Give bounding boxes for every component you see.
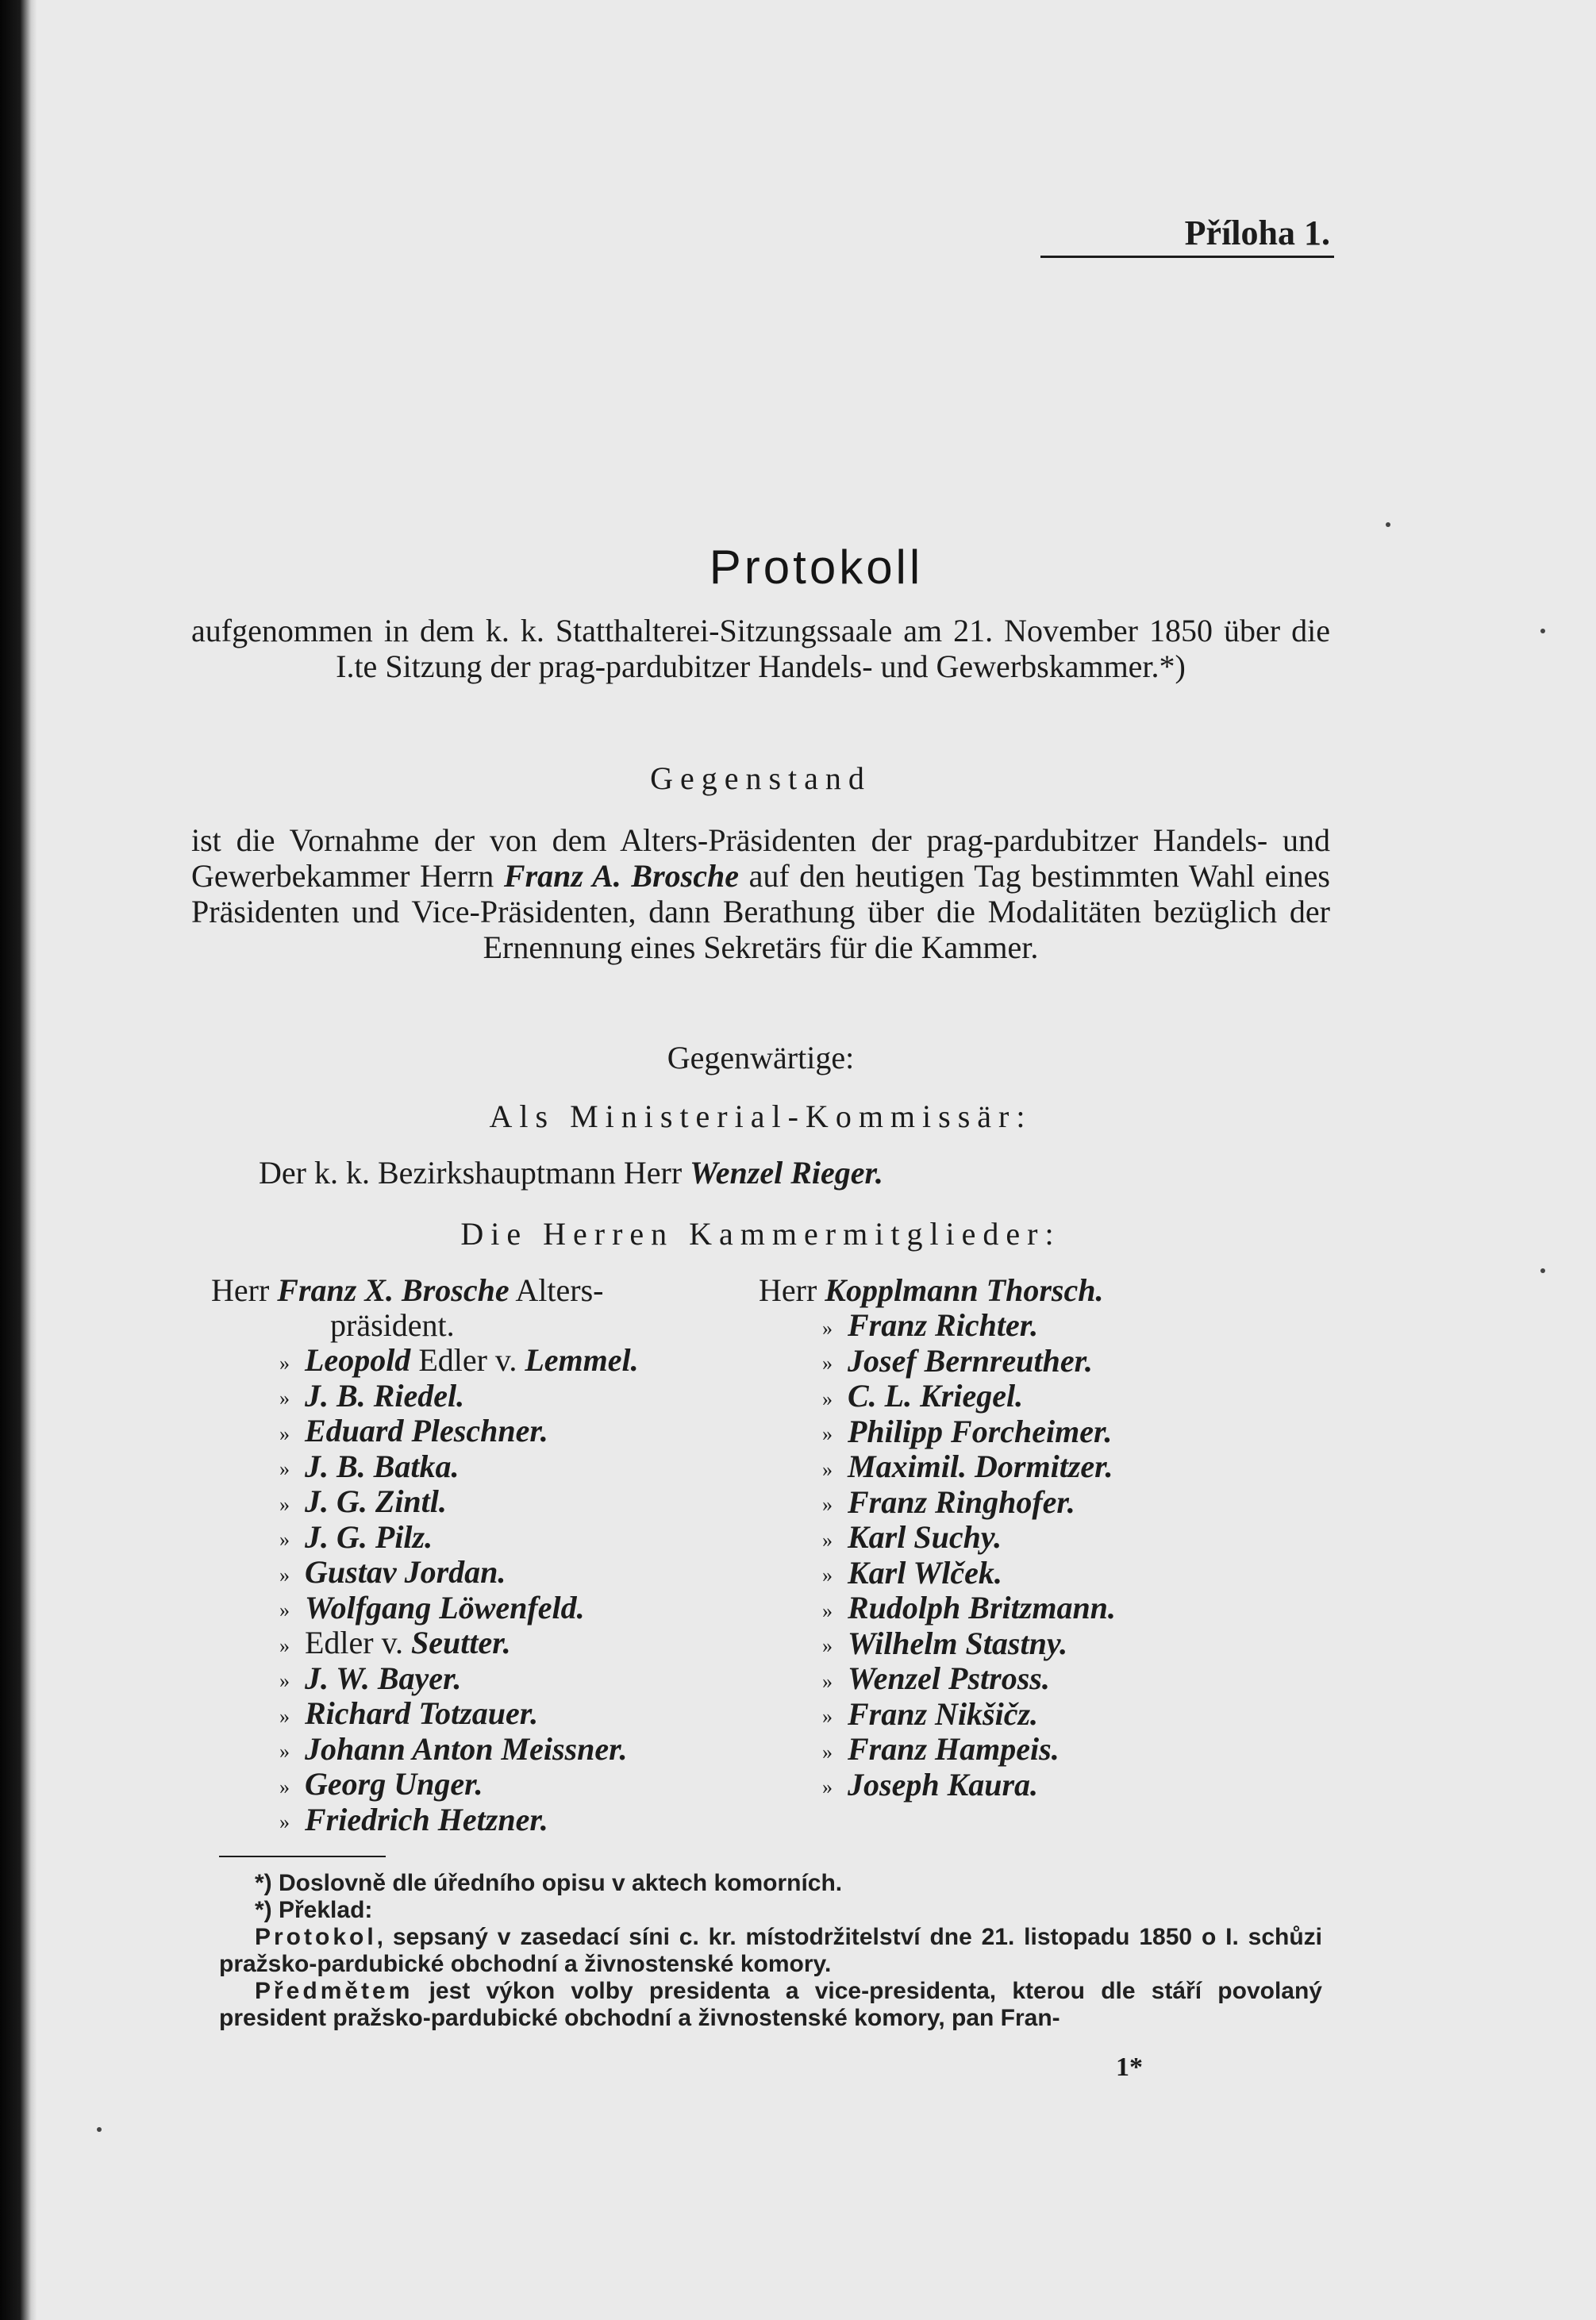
ditto-mark: »: [279, 1704, 290, 1728]
member-name-part: Leopold: [305, 1342, 411, 1378]
left-member-row: [279, 1696, 538, 1734]
ditto-mark: »: [822, 1669, 833, 1693]
member-name: Joseph Kaura.: [848, 1766, 1039, 1803]
right-member-row: [822, 1379, 1023, 1417]
member-name: Josef Bernreuther.: [848, 1342, 1093, 1379]
right-member-row: [822, 1414, 1112, 1452]
member-plain-part: Edler v.: [410, 1342, 525, 1378]
ditto-mark: »: [279, 1669, 290, 1693]
footnote-para-2: [219, 1978, 1322, 2032]
ditto-mark: »: [279, 1810, 290, 1834]
ditto-mark: »: [822, 1493, 833, 1517]
ditto-mark: »: [279, 1599, 290, 1622]
footnote-para-2-lead: Předmětem: [255, 1978, 413, 2004]
left-member-row: [279, 1520, 433, 1558]
right-member-first: [759, 1273, 1104, 1308]
right-member-row: [822, 1344, 1093, 1382]
footnote-2: *) Překlad:: [255, 1897, 373, 1923]
left-first-name: Franz X. Brosche: [277, 1272, 510, 1308]
member-name-part: Gustav Jordan.: [305, 1554, 506, 1590]
member-name-part: J. B. Riedel.: [305, 1377, 465, 1414]
ditto-mark: »: [279, 1492, 290, 1516]
ditto-mark: »: [279, 1633, 290, 1657]
ditto-mark: »: [279, 1387, 290, 1410]
right-member-row: [822, 1661, 1050, 1699]
commissioner-line: [259, 1156, 883, 1191]
footnote-para-1: [219, 1924, 1322, 1978]
ditto-mark: »: [822, 1528, 833, 1552]
member-name: Karl Suchy.: [848, 1519, 1002, 1555]
left-member-row: [279, 1803, 548, 1841]
left-member-row: [279, 1343, 639, 1381]
left-first-prefix: Herr: [211, 1272, 270, 1308]
member-name-part: Friedrich Hetzner.: [305, 1801, 548, 1837]
ditto-mark: »: [822, 1457, 833, 1481]
left-member-row: [279, 1484, 447, 1522]
member-name-part: J. B. Batka.: [305, 1448, 460, 1484]
ditto-mark: »: [279, 1422, 290, 1445]
document-page: [37, 0, 1596, 2320]
member-name-part: Seutter.: [411, 1625, 511, 1660]
ditto-mark: »: [822, 1634, 833, 1658]
member-name-part: Richard Totzauer.: [305, 1695, 539, 1731]
paper-speck: [97, 2127, 102, 2132]
left-member-row: [279, 1379, 464, 1417]
member-name-part: Wolfgang Löwenfeld.: [305, 1589, 585, 1626]
right-member-row: [822, 1626, 1067, 1664]
member-name-part: Eduard Pleschner.: [305, 1413, 548, 1449]
footnote-para-1-lead: Protokol: [255, 1924, 377, 1950]
ditto-mark: »: [279, 1740, 290, 1764]
left-member-row: [279, 1661, 461, 1699]
right-member-row: [822, 1697, 1038, 1735]
ditto-mark: »: [279, 1351, 290, 1375]
left-member-row: [279, 1414, 548, 1452]
right-member-row: [822, 1520, 1002, 1558]
subject-text-before: ist die Vornahme der von dem Alters-Präsidenten der prag-pardubitzer Handels- und Gewerbekammer Herrn: [191, 822, 1330, 894]
footnote-para-2-text: jest výkon volby presidenta a vice-presidenta, kterou dle stáří povolaný president pražsko-pardubické obchodní a živnostenské komory, pan Fran-: [219, 1978, 1322, 2031]
member-name: C. L. Kriegel.: [848, 1378, 1024, 1414]
left-member-row: [279, 1555, 506, 1593]
left-member-row: [279, 1449, 459, 1487]
ditto-mark: »: [279, 1528, 290, 1552]
ditto-mark: »: [822, 1599, 833, 1622]
ditto-mark: »: [822, 1776, 833, 1799]
member-name: Rudolph Britzmann.: [848, 1590, 1116, 1626]
left-member-first: [211, 1273, 603, 1308]
member-name: Franz Hampeis.: [848, 1731, 1060, 1767]
member-name: Franz Richter.: [848, 1307, 1039, 1343]
left-first-suffix: Alters-: [515, 1272, 604, 1308]
ditto-mark: »: [822, 1422, 833, 1446]
right-member-row: [822, 1768, 1038, 1806]
member-name-part: Lemmel.: [525, 1342, 639, 1378]
member-name: Franz Nikšičz.: [848, 1695, 1039, 1732]
right-first-name: Kopplmann Thorsch.: [825, 1272, 1104, 1308]
left-member-row: [279, 1767, 483, 1805]
attachment-label: Příloha 1.: [1184, 214, 1330, 252]
commissioner-prefix: Der k. k. Bezirkshauptmann Herr: [259, 1155, 690, 1191]
member-name: Karl Wlček.: [848, 1554, 1002, 1591]
footnote-para-1-text: , sepsaný v zasedací síni c. kr. místodržitelství dne 21. listopadu 1850 o I. schůzi pražsko-pardubické obchodní a živnostenské komory.: [219, 1924, 1322, 1977]
member-name-part: Johann Anton Meissner.: [305, 1730, 628, 1767]
intro-paragraph: aufgenommen in dem k. k. Statthalterei-Sitzungssaale am 21. November 1850 über die I.te Sitzung der prag-pardubitzer Handels- und Gewerbskammer.*): [191, 613, 1330, 684]
ditto-mark: »: [822, 1740, 833, 1764]
ditto-mark: »: [822, 1316, 833, 1340]
member-name: Wilhelm Stastny.: [848, 1625, 1068, 1661]
commissioner-heading: Als Ministerial-Kommissär:: [489, 1098, 1033, 1134]
footnote-1: *) Doslovně dle úředního opisu v aktech komorních.: [255, 1870, 843, 1896]
member-name: Franz Ringhofer.: [848, 1483, 1075, 1520]
right-member-row: [822, 1485, 1075, 1523]
left-member-row: [279, 1626, 511, 1664]
member-name-part: J. G. Pilz.: [305, 1518, 433, 1555]
page-title: Protokoll: [709, 541, 924, 594]
member-name-part: J. G. Zintl.: [305, 1483, 447, 1519]
member-name: Philipp Forcheimer.: [848, 1413, 1113, 1449]
member-name-part: J. W. Bayer.: [305, 1660, 462, 1696]
left-member-row: [279, 1732, 627, 1770]
right-member-row: [822, 1556, 1002, 1594]
paper-speck: [1540, 629, 1545, 633]
subject-text-after: auf den heutigen Tag bestimmten Wahl eines Präsidenten und Vice-Präsidenten, dann Berathung über die Modalitäten bezüglich der Ernennung eines Sekretärs für die Kammer.: [191, 858, 1330, 965]
right-member-row: [822, 1449, 1113, 1487]
ditto-mark: »: [822, 1564, 833, 1587]
ditto-mark: »: [822, 1705, 833, 1729]
member-name: Wenzel Pstross.: [848, 1660, 1050, 1696]
present-heading: Gegenwärtige:: [667, 1040, 855, 1075]
right-first-prefix: Herr: [759, 1272, 817, 1308]
ditto-mark: »: [279, 1457, 290, 1481]
right-member-row: [822, 1308, 1038, 1346]
ditto-mark: »: [279, 1775, 290, 1799]
attachment-underline: [1040, 256, 1334, 258]
member-name-part: Georg Unger.: [305, 1766, 483, 1802]
commissioner-name: Wenzel Rieger.: [690, 1155, 883, 1191]
ditto-mark: »: [279, 1563, 290, 1587]
left-member-row: [279, 1591, 585, 1629]
ditto-mark: »: [822, 1352, 833, 1375]
members-heading: Die Herren Kammermitglieder:: [460, 1216, 1061, 1252]
member-name: Maximil. Dormitzer.: [848, 1449, 1113, 1484]
paper-speck: [1540, 1268, 1545, 1273]
book-spine: [0, 0, 37, 2320]
subject-heading: Gegenstand: [650, 760, 871, 796]
right-member-row: [822, 1591, 1116, 1629]
footnote-rule: [219, 1856, 386, 1857]
subject-name: Franz A. Brosche: [503, 858, 739, 894]
right-member-row: [822, 1732, 1060, 1770]
ditto-mark: »: [822, 1387, 833, 1410]
member-plain-part: Edler v.: [305, 1625, 412, 1660]
left-member-first-cont: präsident.: [330, 1307, 455, 1343]
page-marker: 1*: [1116, 2053, 1143, 2082]
subject-paragraph: [191, 822, 1330, 965]
paper-speck: [1386, 522, 1390, 527]
